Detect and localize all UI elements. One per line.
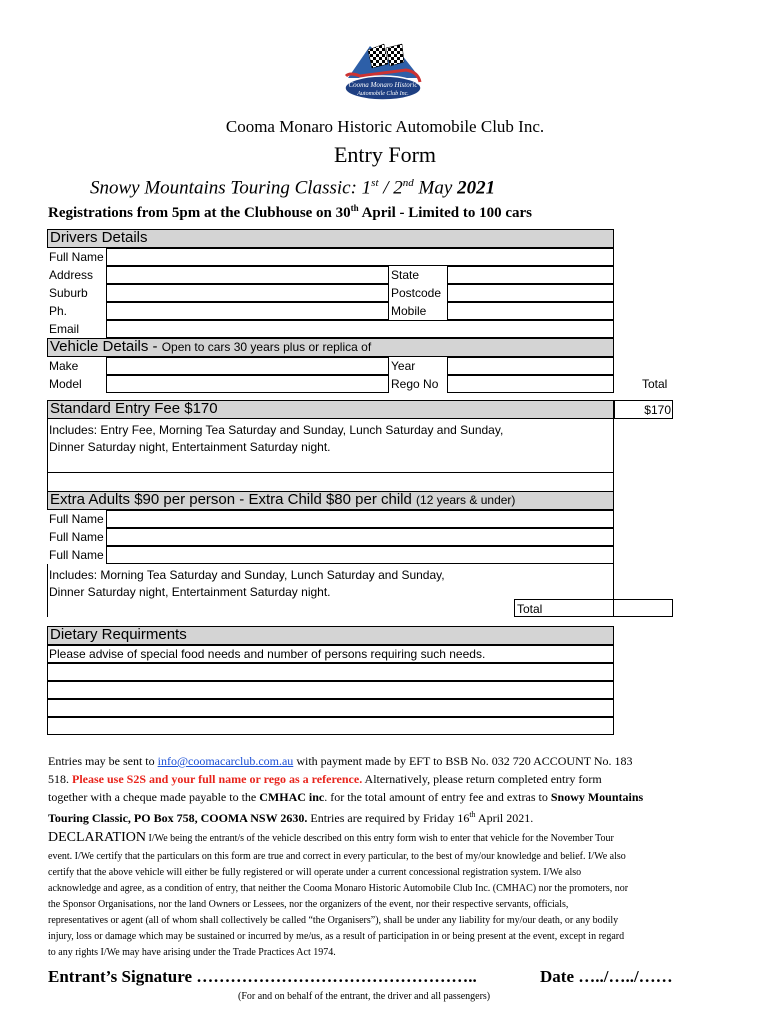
extra-name-label-1: Full Name <box>49 512 104 526</box>
declaration-line-1 <box>48 830 614 847</box>
address-label: Address <box>49 268 94 282</box>
payment-t8: April 2021. <box>475 811 534 825</box>
payment-line-1 <box>48 752 633 770</box>
phone-label: Ph. <box>49 304 68 318</box>
mobile-label: Mobile <box>391 304 427 318</box>
registration-note <box>48 198 532 223</box>
email-field[interactable] <box>106 320 614 338</box>
email-label: Email <box>49 322 80 336</box>
declaration-line-7: injury, loss or damage which may be sustained or incurred by me/us, as a result of participation in or being present at the event, except in regard <box>48 931 625 942</box>
club-logo <box>340 42 426 106</box>
payment-t6: . for the total amount of entry fee and extras to <box>324 790 551 804</box>
payment-bold1: CMHAC inc <box>259 790 325 804</box>
entry-email-link[interactable]: info@coomacarclub.com.au <box>157 754 294 768</box>
declaration-line-2: event. I/We certify that the particulars on this form are true and correct in every particular, to the best of my/our knowledge and belief. I/We also <box>48 851 626 862</box>
drivers-title: Drivers Details <box>50 229 148 246</box>
event-sup1: st <box>371 177 379 189</box>
dietary-row-4[interactable] <box>47 699 614 717</box>
declaration-l1: I/We being the entrant/s of the vehicle described on this entry form wish to enter that vehicle for the November Tour <box>146 833 614 844</box>
declaration-line-6: representatives or agent (all of whom shall collectively be called “the Organisers”), shall be under any liability for my/our death, or any bodily <box>48 915 619 926</box>
standard-fee-title: Standard Entry Fee $170 <box>50 400 218 417</box>
make-label: Make <box>49 359 79 373</box>
declaration-line-8: to any rights I/We may have arising under the Trade Practices Act 1974. <box>48 947 336 958</box>
event-mid: / 2 <box>378 177 403 199</box>
address-field[interactable] <box>106 266 389 284</box>
extra-name-label-3: Full Name <box>49 548 104 562</box>
standard-includes-1: Includes: Entry Fee, Morning Tea Saturday and Sunday, Lunch Saturday and Sunday, <box>49 423 504 437</box>
dietary-row-2[interactable] <box>47 663 614 681</box>
payment-t2: with payment made by EFT to BSB No. 032 720 ACCOUNT No. 183 <box>293 754 633 768</box>
rego-label: Rego No <box>391 377 439 391</box>
payment-sup: th <box>469 810 476 819</box>
model-label: Model <box>49 377 82 391</box>
declaration-line-4: acknowledge and agree, as a condition of entry, that neither the Cooma Monaro Historic Automobile Club Inc. (CMHAC) nor the promoters, nor <box>48 883 629 894</box>
payment-bold3: Touring Classic, PO Box 758, COOMA NSW 2630. <box>48 811 308 825</box>
signature-note: (For and on behalf of the entrant, the driver and all passengers) <box>238 991 491 1002</box>
year-label: Year <box>391 359 416 373</box>
extras-includes-1: Includes: Morning Tea Saturday and Sunday, Lunch Saturday and Sunday, <box>49 568 445 582</box>
reg-suffix: April - Limited to 100 cars <box>358 205 532 221</box>
payment-line-3 <box>48 788 643 806</box>
extras-total-label: Total <box>517 602 543 616</box>
vehicle-title-main: Vehicle Details - <box>50 338 162 355</box>
reg-prefix: Registrations from 5pm at the Clubhouse on 30 <box>48 205 351 221</box>
dietary-row-5[interactable] <box>47 717 614 735</box>
extra-name-label-2: Full Name <box>49 530 104 544</box>
event-sup2: nd <box>402 177 414 189</box>
logo-text-1: Cooma Monaro Historic <box>348 81 418 89</box>
postcode-field[interactable] <box>447 284 614 302</box>
make-field[interactable] <box>106 357 389 375</box>
state-field[interactable] <box>447 266 614 284</box>
extra-name-field-2[interactable] <box>106 528 614 546</box>
declaration-line-5: the Sponsor Organisations, nor the land Owners or Lessees, nor the organizers of the event, nor their respective servants, officials, <box>48 899 569 910</box>
extras-subtitle: (12 years & under) <box>416 493 516 507</box>
vehicle-title <box>50 338 371 356</box>
reg-sup: th <box>350 203 359 213</box>
extra-name-field-1[interactable] <box>106 510 614 528</box>
mobile-field[interactable] <box>447 302 614 320</box>
payment-line-2 <box>48 770 602 788</box>
extras-title-main: Extra Adults $90 per person - Extra Child $80 per child <box>50 491 417 508</box>
dietary-note: Please advise of special food needs and number of persons requiring such needs. <box>49 647 486 661</box>
extras-includes-2: Dinner Saturday night, Entertainment Saturday night. <box>49 585 331 599</box>
declaration-heading: DECLARATION <box>48 830 146 845</box>
payment-bold2: Snowy Mountains <box>550 790 644 804</box>
state-label: State <box>391 268 420 282</box>
extras-total-field[interactable] <box>613 599 673 617</box>
dietary-title: Dietary Requirments <box>50 626 187 643</box>
suburb-label: Suburb <box>49 286 88 300</box>
extra-name-field-3[interactable] <box>106 546 614 564</box>
dietary-row-3[interactable] <box>47 681 614 699</box>
full-name-label: Full Name <box>49 250 104 264</box>
logo-text-2: Automobile Club Inc. <box>357 91 409 97</box>
year-field[interactable] <box>447 357 614 375</box>
vehicle-subtitle: Open to cars 30 years plus or replica of <box>161 340 372 354</box>
extras-title <box>50 491 515 509</box>
rego-field[interactable] <box>447 375 614 393</box>
phone-field[interactable] <box>106 302 389 320</box>
full-name-field[interactable] <box>106 248 614 266</box>
payment-reference-note: Please use S2S and your full name or rego as a reference. <box>72 772 363 786</box>
club-name: Cooma Monaro Historic Automobile Club Inc. <box>225 117 545 136</box>
payment-t7: Entries are required by Friday 16 <box>307 811 470 825</box>
event-suffix: May <box>413 177 458 199</box>
standard-fee-amount: $170 <box>644 403 671 417</box>
form-title: Entry Form <box>333 142 437 167</box>
model-field[interactable] <box>106 375 389 393</box>
signature-line[interactable]: Entrant’s Signature ………………………………………….. <box>48 967 477 986</box>
total-header-label: Total <box>642 377 668 391</box>
event-year: 2021 <box>457 177 496 199</box>
payment-t4: Alternatively, please return completed entry form <box>362 772 602 786</box>
suburb-field[interactable] <box>106 284 389 302</box>
payment-t1: Entries may be sent to <box>48 754 158 768</box>
payment-t5: together with a cheque made payable to the <box>48 790 260 804</box>
date-line[interactable]: Date …../…../…… <box>540 967 673 986</box>
declaration-line-3: certify that the above vehicle will either be fully registered or will operate under a current concessional registration system. I/We also <box>48 867 582 878</box>
event-title <box>90 171 495 200</box>
payment-t3: 518. <box>48 772 72 786</box>
event-prefix: Snowy Mountains Touring Classic: 1 <box>90 177 372 199</box>
payment-line-4 <box>48 806 533 827</box>
postcode-label: Postcode <box>391 286 442 300</box>
standard-includes-2: Dinner Saturday night, Entertainment Saturday night. <box>49 440 331 454</box>
